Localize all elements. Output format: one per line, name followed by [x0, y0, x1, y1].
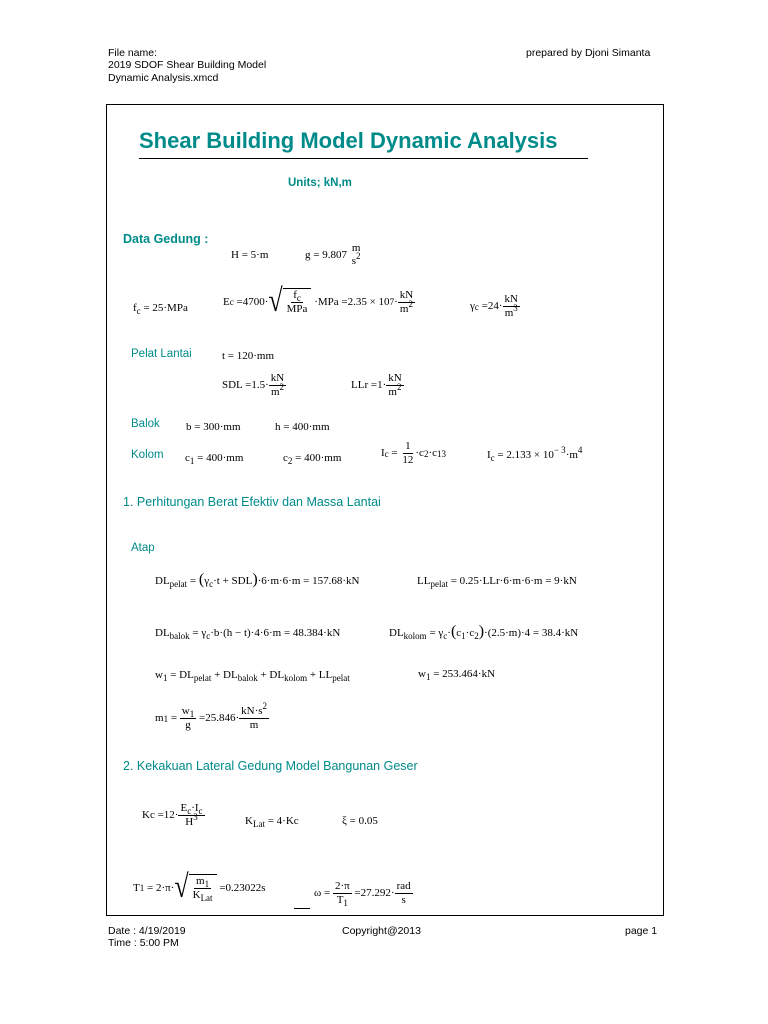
prepared-by: prepared by Djoni Simanta [526, 47, 651, 59]
section-1-heading: 1. Perhitungan Berat Efektiv dan Massa Lantai [123, 495, 381, 509]
eq-Ic-formula: I c = $\frac{1}{12}$ ·c 2 ·c 1 3 [381, 440, 446, 466]
units-label: Units; kN,m [288, 177, 352, 189]
worksheet-frame [106, 104, 664, 916]
eq-t: t = 120·mm [222, 350, 275, 362]
eq-b: b = 300·mm [186, 421, 241, 433]
file-name-line-1: 2019 SDOF Shear Building Model [108, 59, 267, 71]
eq-KLat: $K_{Lat} = 4\cdot Kc$ [245, 815, 299, 829]
eq-w1-formula: $w_1 = DL_{pelat} + DL_{balok} + DL_{kolom} + LL_{pelat}$ [155, 669, 350, 683]
label-balok: Balok [131, 418, 160, 430]
eq-fc: $f_c = 25\cdot MPa$ [133, 302, 188, 316]
eq-SDL: SDL = 1.5 · $\frac{kN}{m^2}$ [222, 372, 285, 398]
label-pelat-lantai: Pelat Lantai [131, 348, 192, 360]
footer-copyright: Copyright@2013 [342, 925, 421, 937]
file-name-label: File name: [108, 47, 158, 59]
footer-date: Date : 4/19/2019 [108, 925, 186, 937]
label-atap: Atap [131, 542, 155, 554]
eq-DL-balok: $DL_{balok} = \gamma_c\cdot b\cdot(h - t)\cdot 4\cdot 6\cdot m = 48.384\cdot kN$ [155, 627, 341, 641]
eq-LLr: LLr = 1 · $\frac{kN}{m^2}$ [351, 372, 402, 398]
eq-g: g = 9.807 m $s^2$ [305, 242, 361, 268]
eq-LL-pelat: $LL_{pelat} = 0.25\cdot LLr\cdot 6\cdot m\cdot 6\cdot m = 9\cdot kN$ [417, 575, 577, 589]
eq-m1: m 1 = $\frac{w_1}{g}$ = 25.846 · $\frac{kN\cdot s^2}{m}$ [155, 701, 268, 731]
eq-DL-kolom: $DL_{kolom} = \gamma_c\cdot(c_1\cdot c_2)\cdot(2.5\cdot m)\cdot 4 = 38.4\cdot kN$ [389, 623, 579, 641]
footer-page-number: page 1 [625, 925, 658, 937]
eq-omega: ω = $\frac{2\cdot\pi}{T_1}$ = 27.292 · $\frac{\text{rad}}{s}$ [314, 880, 411, 908]
separator-mark [294, 908, 310, 909]
eq-Ic-result: $I_c = 2.133 \times 10^{- 3}\cdot m^4$ [487, 445, 583, 463]
section-2-heading: 2. Kekakuan Lateral Gedung Model Bangunan Geser [123, 759, 418, 773]
file-name-line-2: Dynamic Analysis.xmcd [108, 72, 219, 84]
title-underline [139, 158, 588, 159]
eq-c2: $c_2 = 400\cdot mm$ [283, 452, 342, 466]
eq-xi: ξ = 0.05 [342, 815, 378, 827]
eq-DL-pelat: $DL_{pelat} = (\gamma_c\cdot t + SDL)\cdot 6\cdot m\cdot 6\cdot m = 157.68\cdot kN$ [155, 571, 360, 589]
page-title: Shear Building Model Dynamic Analysis [139, 128, 558, 153]
eq-w1-result: $w_1 = 253.464\cdot kN$ [418, 668, 496, 682]
eq-T1: T 1 = 2·π· √ $\frac{m_1}{K_{Lat}}$ = 0.23022 s [133, 868, 266, 905]
eq-c1: $c_1 = 400\cdot mm$ [185, 452, 244, 466]
eq-h: h = 400·mm [275, 421, 330, 433]
eq-Kc: Kc = 12 · $\frac{E_c\cdot I_c}{H^3}$ [142, 802, 203, 828]
eq-H: H = 5·m [231, 249, 269, 261]
eq-Ec: E c = 4700 · √ $\frac{f_c}{\text{MPa}}$ ·MPa = 2.35 × 10 7 · $\frac{kN}{m^2}$ [223, 282, 414, 319]
section-data-gedung: Data Gedung : [123, 232, 209, 246]
label-kolom: Kolom [131, 449, 164, 461]
eq-gamma-c: γ c = 24 · $\frac{kN}{m^3}$ [470, 293, 518, 319]
footer-time: Time : 5:00 PM [108, 937, 179, 949]
